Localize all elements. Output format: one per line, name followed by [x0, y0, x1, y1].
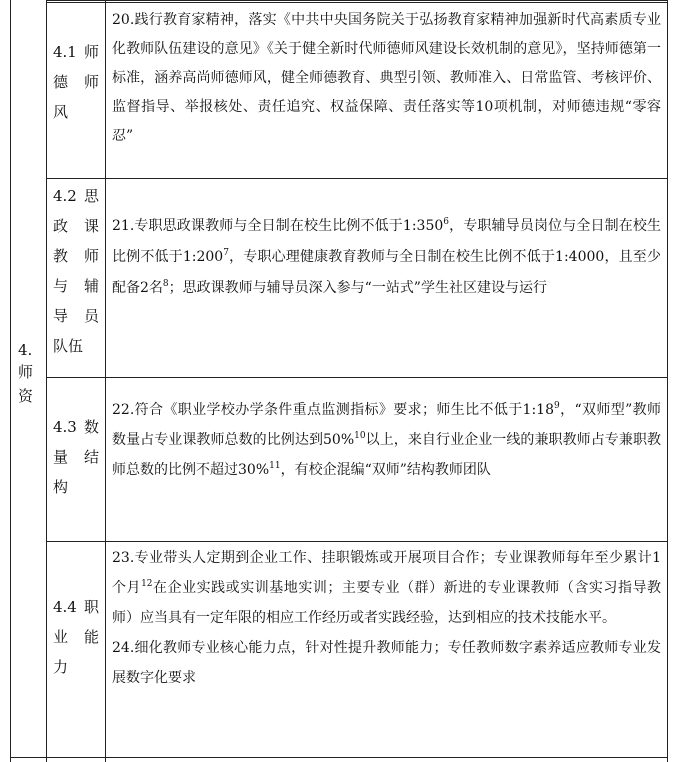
subcategory-label-line: 风	[53, 103, 69, 121]
subcategory-label-line: 政 课	[53, 217, 99, 235]
subcategory-label-line: 4.2 思	[53, 187, 99, 205]
category-cell	[11, 338, 46, 418]
footnote-ref: 12	[141, 579, 153, 589]
subcategory-label-line: 4.1 师	[53, 43, 99, 61]
row-divider	[46, 541, 668, 542]
item-text: 22.符合《职业学校办学条件重点监测指标》要求；师生比不低于$1:18^9$，“双师型”教师数量占专业课教师总数的比例达到50%$^{10}$以上，来自行业企业一线的兼职教师占专兼职教师总数的比例不超过30%$^{11}$，有校企混编“双师”结构教师团队	[112, 401, 662, 478]
subcategory-label-line: 业 能	[53, 628, 99, 646]
footnote-ref: 11	[269, 461, 281, 471]
content-cell	[106, 395, 667, 540]
footnote-ref: 10	[354, 431, 366, 441]
footnote-ref: 8	[162, 279, 169, 289]
content-cell	[106, 6, 667, 178]
subcategory-label-line: 与 辅	[53, 277, 99, 295]
content-cell	[106, 211, 667, 371]
subcategory-cell	[49, 412, 103, 512]
row-divider	[46, 0, 668, 1]
category-column-divider	[46, 0, 47, 762]
item-text: 24.细化教师专业核心能力点，针对性提升教师能力；专任教师数字素养适应教师专业发展数字化要求	[112, 640, 661, 686]
row-divider	[46, 178, 668, 179]
row-divider	[46, 2, 668, 3]
footnote-ref: 9	[554, 401, 560, 411]
subcategory-cell	[49, 181, 103, 376]
item-text: 21.专职思政课教师与全日制在校生比例不低于$1:350^6$，专职辅导员岗位与全日制在校生比例不低于$1:200^7$，专职心理健康教育教师与全日制在校生比例不低于1:4000，且至少配备2名$^8$；思政课教师与辅导员深入参与“一站式”学生社区建设与运行	[112, 217, 662, 296]
subcategory-label-line: 德 师	[53, 73, 99, 91]
subcategory-label-line: 4.3 数	[53, 418, 99, 436]
subcategory-cell	[49, 592, 103, 692]
row-divider	[10, 757, 668, 758]
subcategory-label-line: 4.4 职	[53, 598, 99, 616]
subcategory-cell	[49, 37, 103, 137]
row-divider	[46, 377, 668, 378]
subcategory-label-line: 量 结	[53, 448, 99, 466]
footnote-ref: 7	[223, 248, 229, 258]
item-text: 20.践行教育家精神，落实《中共中央国务院关于弘扬教育家精神加强新时代高素质专业化教师队伍建设的意见》《关于健全新时代师德师风建设长效机制的意见》，坚持师德第一标准，涵养高尚师德师风，健全师德教育、典型引领、教师准入、日常监管、考核评价、监督指导、举报核处、责任追究、权益保障、责任落实等10项机制，对师德违规“零容忍”	[112, 12, 661, 144]
content-cell	[106, 543, 667, 757]
subcategory-label-line: 队伍	[53, 337, 84, 355]
table-right-border	[667, 0, 668, 762]
category-label: 师 资	[18, 363, 34, 405]
subcategory-label-line: 教 师	[53, 247, 99, 265]
footnote-ref: 6	[443, 217, 450, 227]
subcategory-label-line: 导 员	[53, 307, 99, 325]
subcategory-label-line: 构	[53, 478, 69, 496]
item-text: 23.专业带头人定期到企业工作、挂职锻炼或开展项目合作；专业课教师每年至少累计1个月$^{12}$在企业实践或实训基地实训；主要专业（群）新进的专业课教师（含实习指导教师）应当具有一定年限的相应工作经历或者实践经验，达到相应的技术技能水平。	[112, 550, 662, 626]
subcategory-label-line: 力	[53, 658, 69, 676]
category-number: 4.	[18, 341, 33, 359]
